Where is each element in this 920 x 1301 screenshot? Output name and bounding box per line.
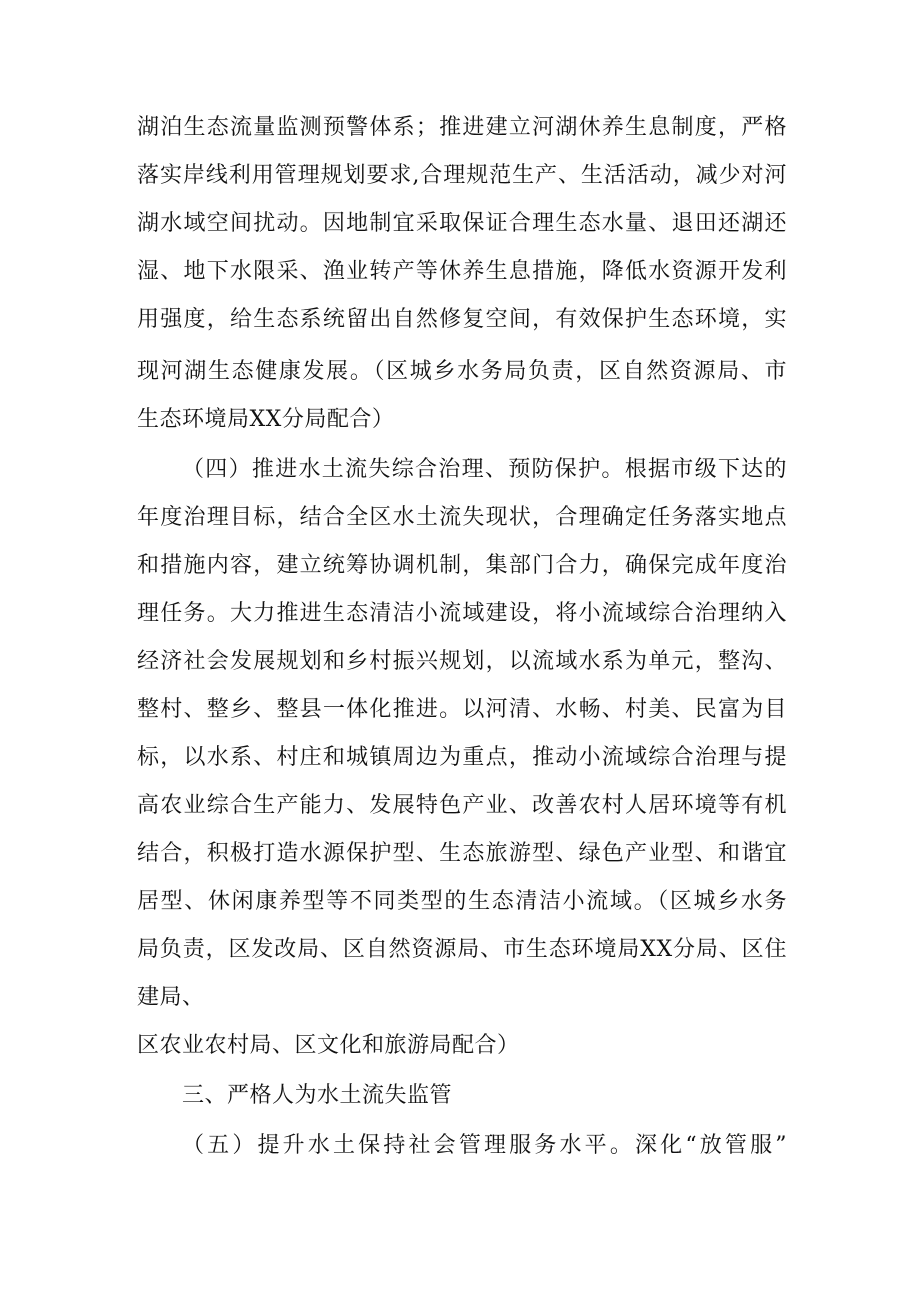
paragraph-line: 生态环境局XX分局配合） [137, 407, 395, 432]
paragraph-line: 局负责，区发改局、区自然资源局、市生态环境局XX分局、区住 [137, 937, 787, 962]
paragraph-line: 用强度，给生态系统留出自然修复空间，有效保护生态环境，实 [137, 307, 787, 332]
paragraph-line: （四）推进水土流失综合治理、预防保护。根据市级下达的 [182, 457, 787, 482]
paragraph-line: 标，以水系、村庄和城镇周边为重点，推动小流域综合治理与提 [137, 745, 787, 770]
paragraph-line: 居型、休闲康养型等不同类型的生态清洁小流域。（区城乡水务 [137, 889, 787, 914]
paragraph-line: 落实岸线利用管理规划要求,合理规范生产、生活活动，减少对河 [137, 163, 787, 188]
paragraph-line: 湖水域空间扰动。因地制宜采取保证合理生态水量、退田还湖还 [137, 211, 787, 236]
paragraph-line: 结合，积极打造水源保护型、生态旅游型、绿色产业型、和谐宜 [137, 841, 787, 866]
section-heading: 三、严格人为水土流失监管 [182, 1083, 453, 1108]
paragraph-line: 湖泊生态流量监测预警体系；推进建立河湖休养生息制度，严格 [137, 115, 787, 140]
paragraph-line: 湿、地下水限采、渔业转产等休养生息措施，降低水资源开发利 [137, 259, 787, 284]
paragraph-line: 和措施内容，建立统筹协调机制，集部门合力，确保完成年度治 [137, 553, 787, 578]
paragraph-line: 年度治理目标，结合全区水土流失现状，合理确定任务落实地点 [137, 505, 787, 530]
paragraph-line: 建局、 [137, 985, 205, 1010]
paragraph-line: 整村、整乡、整县一体化推进。以河清、水畅、村美、民富为目 [137, 697, 787, 722]
paragraph-line: （五）提升水土保持社会管理服务水平。深化“放管服” [182, 1133, 787, 1158]
paragraph-line: 经济社会发展规划和乡村振兴规划，以流域水系为单元，整沟、 [137, 649, 787, 674]
paragraph-line: 理任务。大力推进生态清洁小流域建设，将小流域综合治理纳入 [137, 601, 787, 626]
paragraph-line: 区农业农村局、区文化和旅游局配合） [137, 1033, 520, 1058]
paragraph-line: 高农业综合生产能力、发展特色产业、改善农村人居环境等有机 [137, 793, 787, 818]
paragraph-line: 现河湖生态健康发展。（区城乡水务局负责，区自然资源局、市 [137, 359, 787, 384]
